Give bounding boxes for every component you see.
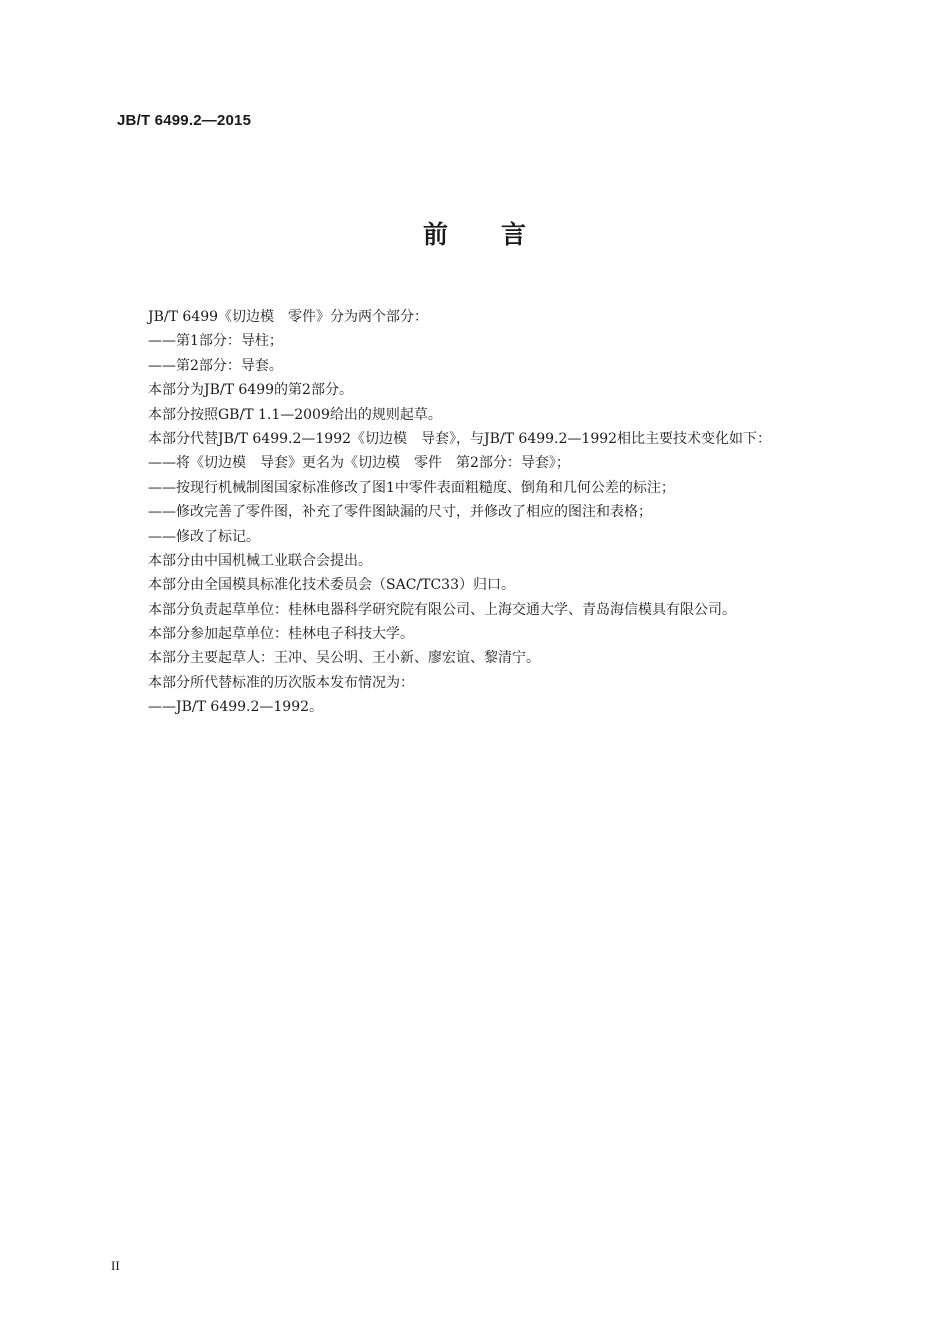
paragraph-parts-intro: JB/T 6499《切边模 零件》分为两个部分：	[148, 309, 429, 325]
paragraph-this-part: 本部分为JB/T 6499的第2部分。	[148, 382, 353, 399]
foreword-body	[148, 305, 868, 720]
paragraph-main-drafters: 本部分主要起草人：王冲、吴公明、王小新、廖宏谊、黎清宁。	[148, 650, 540, 667]
paragraph-drafting-rules: 本部分按照GB/T 1.1—2009给出的规则起草。	[148, 406, 442, 423]
paragraph-change-marking: ——修改了标记。	[148, 528, 260, 545]
paragraph-change-drawing: ——按现行机械制图国家标准修改了图1中零件表面粗糙度、倒角和几何公差的标注；	[148, 479, 675, 496]
paragraph-proposed-by: 本部分由中国机械工业联合会提出。	[148, 552, 372, 569]
page-title: 前 言	[422, 220, 527, 249]
paragraph-lead-drafters: 本部分负责起草单位：桂林电器科学研究院有限公司、上海交通大学、青岛海信模具有限公司。	[148, 601, 736, 618]
paragraph-part-2: ——第2部分：导套。	[148, 357, 283, 374]
paragraph-replaces: 本部分代替JB/T 6499.2—1992《切边模 导套》，与JB/T 6499.2—1992相比主要技术变化如下：	[148, 430, 772, 447]
paragraph-managed-by: 本部分由全国模具标准化技术委员会（SAC/TC33）归口。	[148, 577, 515, 594]
page-number: II	[111, 1258, 120, 1273]
paragraph-participating-drafters: 本部分参加起草单位：桂林电子科技大学。	[148, 626, 414, 643]
standard-number: JB/T 6499.2—2015	[117, 112, 252, 129]
paragraph-change-parts: ——修改完善了零件图，补充了零件图缺漏的尺寸，并修改了相应的图注和表格；	[148, 504, 652, 521]
paragraph-change-rename: ——将《切边模 导套》更名为《切边模 零件 第2部分：导套》；	[148, 455, 570, 472]
paragraph-part-1: ——第1部分：导柱；	[148, 333, 283, 350]
paragraph-history-item: ——JB/T 6499.2—1992。	[148, 699, 324, 716]
paragraph-history-intro: 本部分所代替标准的历次版本发布情况为：	[148, 674, 414, 691]
